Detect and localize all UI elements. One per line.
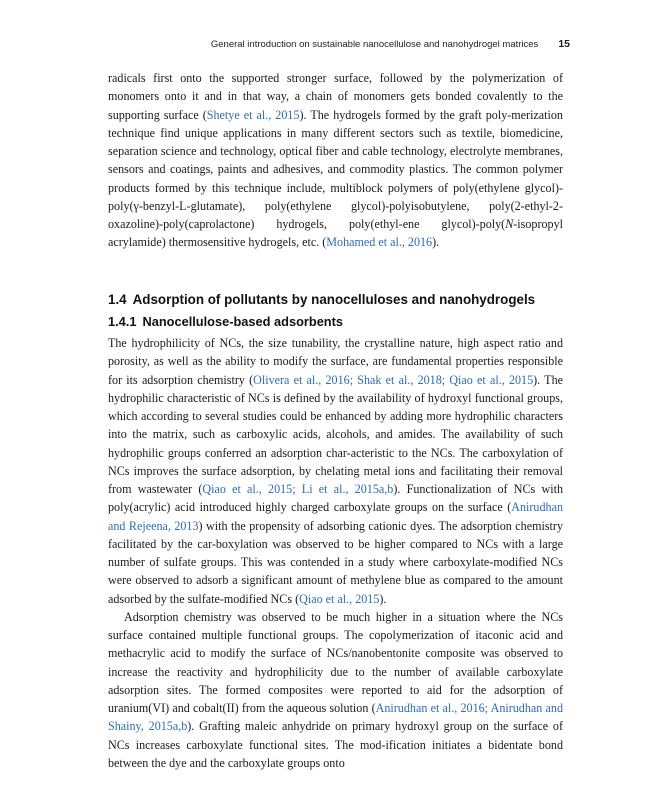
section-title: Adsorption of pollutants by nanocelluloses and nanohydrogels <box>132 292 536 307</box>
body-text <box>108 69 563 772</box>
section-heading <box>108 291 563 308</box>
text-run: ). Functionalization of NCs with poly(acrylic) acid introduced highly charged carboxylate groups on the surface ( <box>108 482 563 515</box>
citation-link[interactable]: Mohamed et al., 2016 <box>326 235 433 250</box>
paragraph <box>108 334 563 608</box>
citation-link[interactable]: Qiao et al., 2015 <box>299 591 380 606</box>
citation-link[interactable]: Anirudhan et al., 2016; Anirudhan and Shainy, 2015a,b <box>108 701 563 734</box>
italic-text: N <box>505 217 514 231</box>
citation-link[interactable]: Olivera et al., 2016; Shak et al., 2018; Qiao et al., 2015 <box>253 372 534 387</box>
text-run: Adsorption chemistry was observed to be much higher in a situation where the NCs surface contained multiple functional groups. The copolymerization of itaconic acid and methacrylic acid to modify the surface of NCs/nanobentonite composite was observed to increase the reactivity and hydrophilicity due to the number of available carboxylate adsorption sites. The formed composites were reported to aid for the adsorption of uranium(VI) and cobalt(II) from the aqueous solution ( <box>108 609 563 715</box>
text-run: ). Grafting maleic anhydride on primary hydroxyl group on the surface of NCs increases carboxylate functional sites. The mod-ification initiates a bidentate bond between the dye and the carboxylate groups onto <box>108 719 563 770</box>
page-number: 15 <box>558 38 570 50</box>
text-run: ). The hydrogels formed by the graft poly-merization technique find unique applications in many different sectors such as textile, biomedicine, separation science and technology, optical fiber and cable technology, electrolyte membranes, sensors and coatings, paints and adhesives, and commodity plastics. The common polymer products formed by this technique include, multiblock polymers of poly(ethylene glycol)-poly(γ-benzyl-L-glutamate), poly(ethylene glycol)-polyisobutylene, poly(2-ethyl-2-oxazoline)-poly(caprolactone) hydrogels, poly(ethyl-ene glycol)-poly( <box>108 107 563 231</box>
text-run: -isopropyl acrylamide) thermosensitive hydrogels, etc. ( <box>108 217 563 250</box>
subsection-title: Nanocellulose-based adsorbents <box>142 314 344 329</box>
text-run: radicals first onto the supported stronger surface, followed by the polymerization of monomers onto it and in that way, a chain of monomers gets bonded covalently to the supporting surface ( <box>108 71 563 122</box>
subsection-heading <box>108 314 563 330</box>
text-run: The hydrophilicity of NCs, the size tunability, the crystalline nature, high aspect ratio and porosity, as well as the ability to modify the surface, are fundamental properties responsible for its adsorption chemistry ( <box>108 336 563 387</box>
citation-link[interactable]: Anirudhan and Rejeena, 2013 <box>108 500 563 533</box>
subsection-number: 1.4.1 <box>108 314 137 329</box>
paragraph-continued <box>108 69 563 269</box>
text-run: ). The hydrophilic characteristic of NCs is defined by the availability of hydroxyl functional groups, which according to several studies could be enhanced by adding more hydrophilic characters into the matrix, such as carboxylic acids, alcohols, and amides. The availability of such hydrophilic groups conferred an adsorption char-acteristic to the NCs. The carboxylation of NCs improves the surface adsorption, by chelating metal ions and facilitating their removal from wastewater ( <box>108 372 563 496</box>
running-title: General introduction on sustainable nanocellulose and nanohydrogel matrices <box>210 39 539 50</box>
citation-link[interactable]: Shetye et al., 2015 <box>206 107 300 122</box>
paragraph <box>108 608 563 772</box>
running-header <box>108 38 570 50</box>
text-run: ). <box>432 235 440 250</box>
text-run: ). <box>379 591 387 606</box>
section-number: 1.4 <box>108 292 127 307</box>
text-run: ) with the propensity of adsorbing cationic dyes. The adsorption chemistry facilitated by the car-boxylation was observed to be higher compared to NCs with a large number of sulfate groups. This was contended in a study where carboxylate-modified NCs were observed to adsorb a significant amount of methylene blue as compared to the amount adsorbed by the sulfate-modified NCs ( <box>108 518 563 606</box>
citation-link[interactable]: Qiao et al., 2015; Li et al., 2015a,b <box>202 482 394 496</box>
